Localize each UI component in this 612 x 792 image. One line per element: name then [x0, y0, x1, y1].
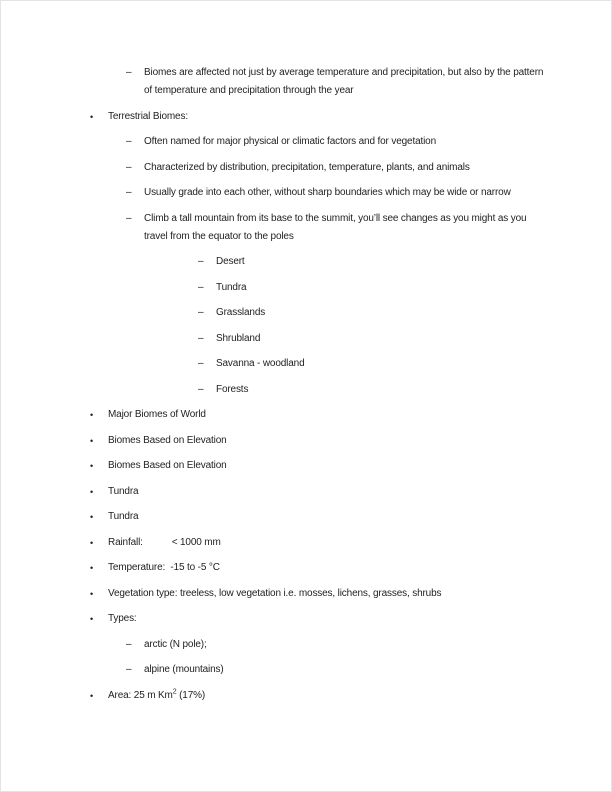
bullet-marker: •: [90, 512, 94, 522]
list-item-text: [108, 610, 548, 628]
list-item-text: [108, 457, 548, 475]
list-item-text: [108, 432, 548, 450]
superscript: 2: [172, 688, 177, 696]
text-run: Tundra: [216, 281, 247, 293]
text-run: Grasslands: [216, 307, 266, 318]
list-item-text: [144, 184, 548, 202]
text-run: Types:: [108, 613, 137, 624]
list-item-text: [108, 483, 548, 501]
text-run: Shrubland: [216, 332, 261, 344]
text-run: Tundra: [108, 511, 139, 522]
text-run: Savanna - woodland: [216, 358, 305, 369]
list-item: [90, 661, 548, 679]
list-item: [90, 184, 548, 202]
bullet-marker: •: [90, 537, 94, 548]
list-item: [90, 64, 548, 100]
dash-marker: –: [198, 358, 204, 369]
dash-marker: –: [126, 664, 132, 675]
list-item: [90, 355, 548, 373]
list-item-text: [108, 687, 548, 705]
list-item-text: [108, 108, 548, 126]
text-run: (17%): [176, 689, 206, 701]
text-run: Vegetation type: treeless, low vegetation i.e. mosses, lichens, grasses, shrubs: [108, 587, 442, 599]
list-item-text: [144, 661, 548, 679]
text-run: Often named for major physical or climatic factors and for vegetation: [144, 136, 437, 147]
text-run: alpine (mountains): [144, 664, 224, 675]
bullet-marker: •: [90, 461, 94, 471]
list-item: [90, 108, 548, 126]
dash-marker: –: [198, 256, 204, 267]
text-run: Forests: [216, 383, 249, 395]
list-item: [90, 432, 548, 450]
list-item-text: [216, 253, 548, 271]
list-item: [90, 253, 548, 271]
list-item-text: [108, 559, 548, 577]
list-item: [90, 559, 548, 577]
dash-marker: –: [198, 383, 204, 395]
list-item: [90, 304, 548, 322]
text-run: Characterized by distribution, precipitation, temperature, plants, and animals: [144, 161, 470, 173]
list-item-text: [108, 508, 548, 526]
bullet-marker: •: [90, 563, 94, 573]
bullet-marker: •: [90, 111, 94, 122]
text-run: Usually grade into each other, without sharp boundaries which may be wide or narrow: [144, 187, 511, 198]
list-item-text: [144, 133, 548, 151]
text-run: Climb a tall mountain from its base to the summit, you’ll see changes as you might as you travel from the equator to the poles: [144, 212, 530, 242]
list-item: [90, 406, 548, 424]
text-run: Biomes are affected not just by average temperature and precipitation, but also by the pattern of temperature and precipitation through the year: [144, 67, 546, 96]
text-run: Biomes Based on Elevation: [108, 434, 227, 446]
bullet-marker: •: [90, 690, 94, 701]
list-item: [90, 508, 548, 526]
list-item-text: [108, 585, 548, 603]
text-run: Rainfall: < 1000 mm: [108, 536, 221, 548]
list-item: [90, 636, 548, 654]
list-item-text: [216, 330, 548, 348]
text-run: Major Biomes of World: [108, 409, 206, 420]
list-item-text: [108, 534, 548, 552]
list-item-text: [144, 159, 548, 177]
list-item: [90, 457, 548, 475]
list-item: [90, 610, 548, 628]
text-run: Desert: [216, 256, 245, 267]
list-item: [90, 159, 548, 177]
list-item: [90, 585, 548, 603]
list-item: [90, 133, 548, 151]
bullet-marker: •: [90, 588, 94, 599]
list-item-text: [144, 64, 548, 100]
dash-marker: –: [126, 212, 132, 224]
list-item: [90, 483, 548, 501]
dash-marker: –: [126, 638, 132, 650]
bullet-marker: •: [90, 486, 94, 497]
list-item-text: [144, 636, 548, 654]
text-run: Biomes Based on Elevation: [108, 460, 227, 471]
text-run: Temperature: -15 to -5 °C: [108, 562, 220, 573]
list-item: [90, 687, 548, 705]
text-run: Tundra: [108, 485, 139, 497]
list-item: [90, 381, 548, 399]
dash-marker: –: [126, 67, 132, 78]
dash-marker: –: [198, 281, 204, 293]
list-item-text: [216, 279, 548, 297]
dash-marker: –: [198, 332, 204, 344]
dash-marker: –: [126, 136, 132, 147]
dash-marker: –: [126, 187, 132, 198]
bullet-marker: •: [90, 614, 94, 624]
list-item-text: [216, 355, 548, 373]
list-item-text: [108, 406, 548, 424]
list-item-text: [216, 381, 548, 399]
dash-marker: –: [198, 307, 204, 318]
list-item: [90, 210, 548, 246]
list-item: [90, 330, 548, 348]
text-run: Area: 25 m Km: [108, 689, 173, 701]
bullet-marker: •: [90, 435, 94, 446]
bullet-marker: •: [90, 410, 94, 420]
text-run: Terrestrial Biomes:: [108, 110, 188, 122]
list-item-text: [216, 304, 548, 322]
document-content: [90, 64, 548, 712]
list-item: [90, 534, 548, 552]
dash-marker: –: [126, 161, 132, 173]
list-item: [90, 279, 548, 297]
text-run: arctic (N pole);: [144, 638, 207, 650]
list-item-text: [144, 210, 548, 246]
